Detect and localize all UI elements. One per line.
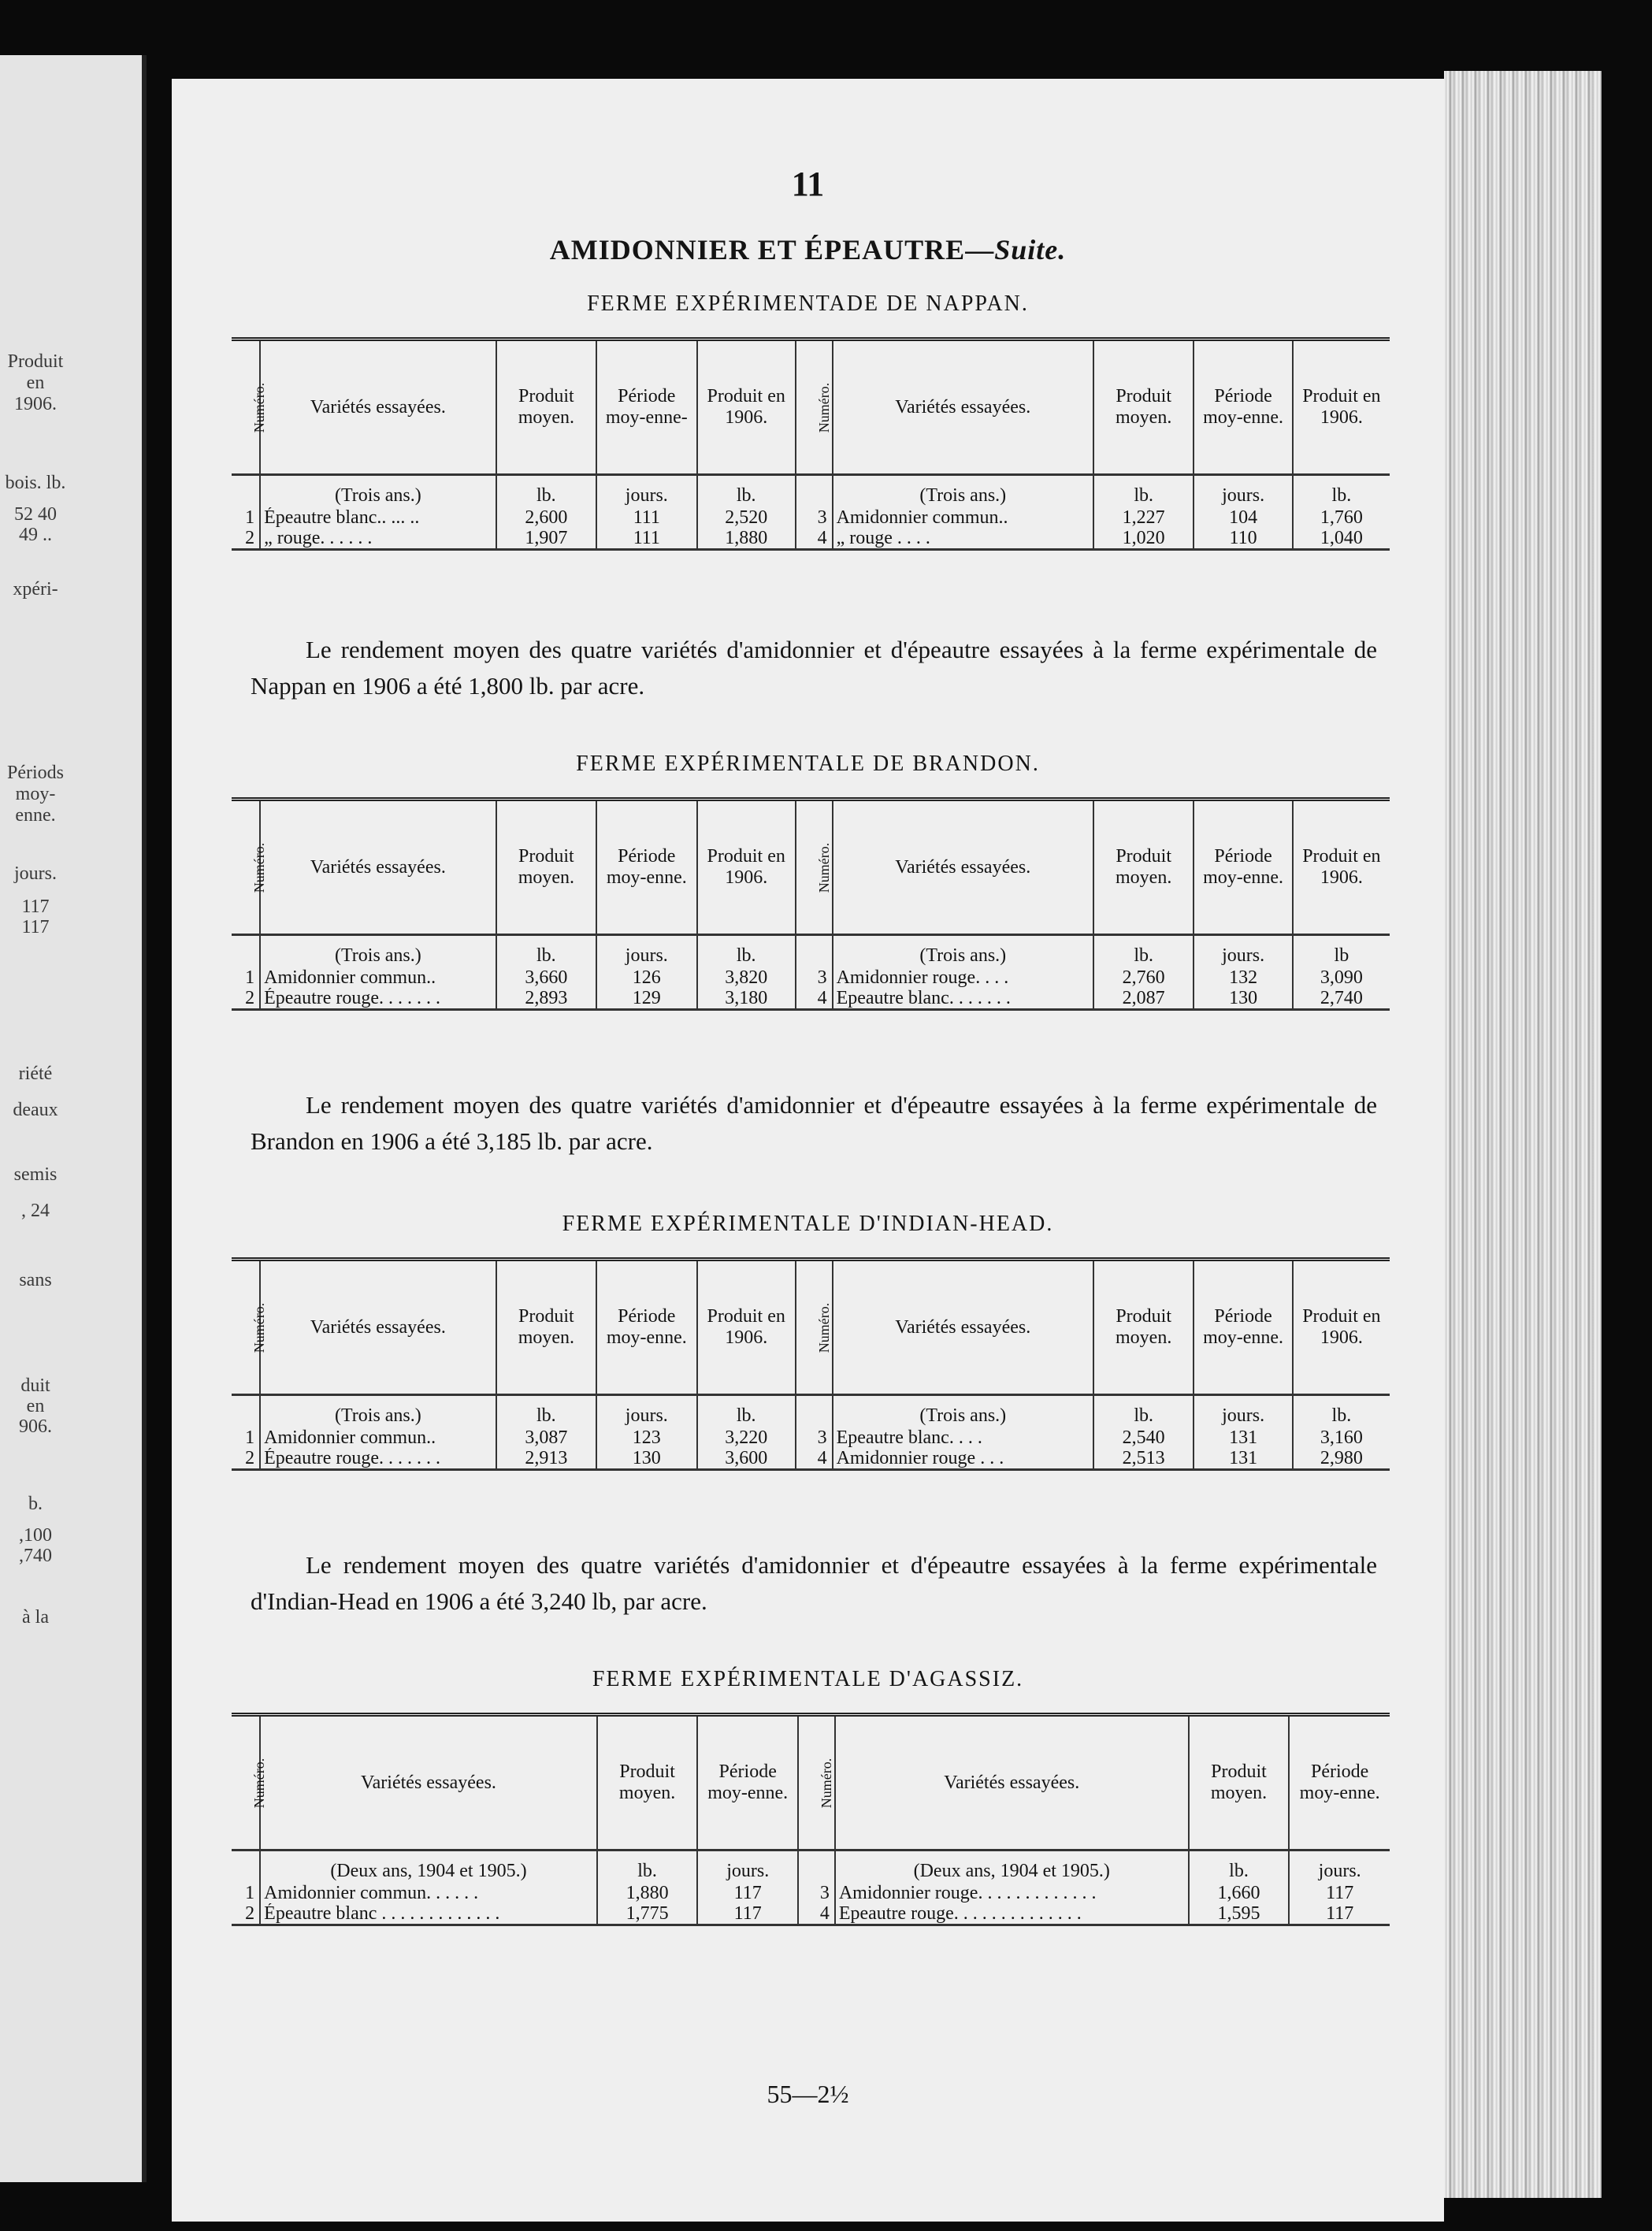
header-periode: Période moy-enne.	[596, 800, 696, 935]
row-periode-right: 117	[1326, 1903, 1354, 1924]
section-title-nappan: FERME EXPÉRIMENTADE DE NAPPAN.	[587, 291, 1029, 316]
paragraph-brandon: Le rendement moyen des quatre variétés d'amidonnier et d'épeautre essayées à la ferme expérimentale de Brandon en 1906 a été 3,185 lb. par acre.	[251, 1091, 1377, 1155]
left-page-text-fragment: duit	[20, 1375, 50, 1396]
row-produit-annee: 3,180	[697, 988, 796, 1010]
header-produit-moyen: Produit moyen.	[496, 340, 596, 475]
unit-years: (Trois ans.)	[260, 935, 496, 968]
header-varietes: Variétés essayées.	[260, 800, 496, 935]
row-variety: Épeautre blanc . . . . . . . . . . . . .	[260, 1903, 597, 1925]
table-unit-row	[232, 1851, 1390, 1884]
row-number-right: 4	[798, 1903, 835, 1925]
row-periode-right: 131	[1194, 1427, 1292, 1448]
table-row	[232, 1427, 1390, 1448]
table-header-row	[232, 1715, 1390, 1851]
row-produit-annee: 1,880	[697, 528, 796, 550]
unit-years-right: (Trois ans.)	[833, 1395, 1093, 1428]
left-page-text-fragment: Produit	[7, 351, 64, 372]
header-produit-annee-right: Produit en 1906.	[1293, 340, 1390, 475]
row-produit-moyen-right: 2,760	[1093, 967, 1194, 988]
row-periode: 117	[697, 1883, 798, 1903]
row-periode-right: 110	[1194, 528, 1292, 550]
row-periode-right: 131	[1194, 1448, 1292, 1470]
row-periode-right: 104	[1194, 507, 1292, 528]
row-produit-annee-right: 1,040	[1320, 528, 1363, 548]
left-page-text-fragment: , 24	[21, 1201, 50, 1221]
row-periode: 117	[697, 1903, 798, 1925]
header-produit-moyen-right: Produit moyen.	[1093, 1260, 1194, 1395]
row-produit-moyen-right: 2,513	[1093, 1448, 1194, 1470]
main-title-suffix: Suite.	[994, 234, 1067, 265]
header-produit-annee-right: Produit en 1906.	[1293, 800, 1390, 935]
row-number-right: 3	[796, 1427, 833, 1448]
row-produit-moyen-right: 1,595	[1189, 1903, 1290, 1925]
table-header-row	[232, 340, 1390, 475]
row-variety-right: Amidonnier commun..	[833, 507, 1093, 528]
section-title-indian-head: FERME EXPÉRIMENTALE D'INDIAN-HEAD.	[562, 1212, 1054, 1236]
header-produit-moyen: Produit moyen.	[496, 1260, 596, 1395]
row-produit-annee: 3,600	[697, 1448, 796, 1470]
row-periode-right: 130	[1194, 988, 1292, 1010]
row-variety: Épeautre blanc.. ... ..	[260, 507, 496, 528]
left-page-text-fragment: Périods	[7, 763, 64, 783]
row-produit-annee: 3,220	[697, 1427, 796, 1448]
left-page-text-fragment: enne.	[15, 805, 56, 826]
unit-lb: lb.	[496, 475, 596, 508]
header-periode-right: Période moy-enne.	[1194, 800, 1292, 935]
row-produit-moyen: 3,660	[496, 967, 596, 988]
unit-years-right: (Deux ans, 1904 et 1905.)	[835, 1851, 1189, 1884]
table-row	[232, 1883, 1390, 1903]
table-nappan	[232, 337, 1390, 551]
unit-jours: jours.	[596, 1395, 696, 1428]
paragraph-indian-head: Le rendement moyen des quatre variétés d'amidonnier et d'épeautre essayées à la ferme expérimentale d'Indian-Head en 1906 a été 3,240 lb, par acre.	[251, 1551, 1377, 1615]
header-numero-right: Numéro.	[796, 1260, 833, 1395]
row-produit-annee: 2,520	[697, 507, 796, 528]
row-produit-moyen-right: 1,227	[1093, 507, 1194, 528]
row-variety: Amidonnier commun..	[260, 967, 496, 988]
unit-lb: lb.	[597, 1851, 698, 1884]
header-numero: Numéro.	[232, 1260, 260, 1395]
row-produit-annee-right: 2,980	[1320, 1448, 1363, 1468]
header-produit-moyen: Produit moyen.	[496, 800, 596, 935]
row-produit-moyen: 1,880	[597, 1883, 698, 1903]
left-page-text-fragment: ,100	[19, 1525, 52, 1546]
row-variety-right: Amidonnier rouge . . .	[833, 1448, 1093, 1470]
unit-years: (Trois ans.)	[260, 1395, 496, 1428]
table-unit-row	[232, 1395, 1390, 1428]
row-variety-right: Epeautre blanc. . . . . . .	[833, 988, 1093, 1010]
row-produit-annee: 3,820	[697, 967, 796, 988]
table-row	[232, 1448, 1390, 1470]
unit-lb-right: lb.	[1331, 1405, 1352, 1426]
header-produit-annee: Produit en 1906.	[697, 1260, 796, 1395]
left-page-text-fragment: jours.	[14, 863, 57, 884]
table-indian-head	[232, 1257, 1390, 1471]
left-page-text-fragment: 117	[21, 917, 50, 937]
section-title-agassiz: FERME EXPÉRIMENTALE D'AGASSIZ.	[592, 1667, 1024, 1691]
table-row	[232, 528, 1390, 550]
row-produit-annee-right: 3,160	[1320, 1427, 1363, 1448]
row-number: 1	[232, 507, 260, 528]
header-periode-right: Période moy-enne.	[1289, 1715, 1390, 1851]
header-varietes-right: Variétés essayées.	[835, 1715, 1189, 1851]
row-variety: „ rouge. . . . . .	[260, 528, 496, 550]
row-variety-right: Epeautre blanc. . . .	[833, 1427, 1093, 1448]
row-produit-moyen: 2,893	[496, 988, 596, 1010]
unit-years-right: (Trois ans.)	[833, 935, 1093, 968]
left-page-text-fragment: deaux	[13, 1100, 58, 1120]
row-variety-right: Amidonnier rouge. . . . . . . . . . . . .	[835, 1883, 1189, 1903]
row-produit-moyen-right: 2,540	[1093, 1427, 1194, 1448]
paragraph-nappan: Le rendement moyen des quatre variétés d'amidonnier et d'épeautre essayées à la ferme expérimentale de Nappan en 1906 a été 1,800 lb. par acre.	[251, 636, 1377, 700]
row-number-right: 3	[796, 507, 833, 528]
row-periode: 111	[596, 507, 696, 528]
table-row	[232, 507, 1390, 528]
table-unit-row	[232, 935, 1390, 968]
table-row	[232, 988, 1390, 1010]
header-periode: Période moy-enne-	[596, 340, 696, 475]
table-unit-row	[232, 475, 1390, 508]
page-number: 11	[791, 165, 825, 203]
left-page-text-fragment: en	[26, 373, 45, 393]
table-header-row	[232, 1260, 1390, 1395]
unit-lb: lb.	[496, 935, 596, 968]
row-number: 1	[232, 1427, 260, 1448]
left-page-text-fragment: à la	[22, 1607, 49, 1628]
header-numero-right: Numéro.	[796, 340, 833, 475]
row-periode-right: 132	[1194, 967, 1292, 988]
unit-jours: jours.	[596, 935, 696, 968]
header-periode: Période moy-enne.	[596, 1260, 696, 1395]
left-page-text-fragment: 52 40	[14, 504, 57, 525]
row-number: 2	[232, 1903, 260, 1925]
table-agassiz	[232, 1713, 1390, 1926]
row-produit-annee-right: 2,740	[1320, 988, 1363, 1008]
row-periode: 126	[596, 967, 696, 988]
header-produit-annee: Produit en 1906.	[697, 340, 796, 475]
left-page-text-fragment: riété	[18, 1064, 53, 1084]
left-page-text-fragment: 49 ..	[19, 525, 52, 545]
row-number-right: 3	[798, 1883, 835, 1903]
page-footer-signature: 55—2½	[767, 2080, 849, 2108]
row-variety-right: Amidonnier rouge. . . .	[833, 967, 1093, 988]
unit-lb-right: lb.	[1331, 485, 1352, 506]
row-variety: Amidonnier commun. . . . . .	[260, 1883, 597, 1903]
row-number: 1	[232, 967, 260, 988]
left-page-text-fragment: 117	[21, 896, 50, 917]
header-periode: Période moy-enne.	[697, 1715, 798, 1851]
table-row	[232, 967, 1390, 988]
left-page-text-fragment: 906.	[19, 1416, 52, 1437]
header-varietes-right: Variétés essayées.	[833, 800, 1093, 935]
row-produit-moyen: 3,087	[496, 1427, 596, 1448]
header-periode-right: Période moy-enne.	[1194, 1260, 1292, 1395]
unit-lb-right: lb.	[1189, 1851, 1290, 1884]
header-numero: Numéro.	[232, 340, 260, 475]
row-number-right: 4	[796, 1448, 833, 1470]
header-varietes-right: Variétés essayées.	[833, 1260, 1093, 1395]
header-produit-moyen-right: Produit moyen.	[1189, 1715, 1290, 1851]
header-varietes: Variétés essayées.	[260, 1715, 597, 1851]
unit-jours-right: jours.	[1194, 475, 1292, 508]
left-page-text-fragment: 1906.	[14, 394, 57, 414]
header-varietes-right: Variétés essayées.	[833, 340, 1093, 475]
left-page-text-fragment: moy-	[15, 784, 56, 804]
row-variety: Épeautre rouge. . . . . . .	[260, 1448, 496, 1470]
header-numero: Numéro.	[232, 1715, 260, 1851]
header-produit-moyen: Produit moyen.	[597, 1715, 698, 1851]
header-produit-moyen-right: Produit moyen.	[1093, 800, 1194, 935]
header-numero-right: Numéro.	[796, 800, 833, 935]
unit-lb: lb.	[697, 475, 796, 508]
unit-lb-right: lb.	[1093, 475, 1194, 508]
unit-jours-right: jours.	[1318, 1861, 1361, 1881]
row-number: 1	[232, 1883, 260, 1903]
row-produit-moyen-right: 1,020	[1093, 528, 1194, 550]
row-number-right: 4	[796, 528, 833, 550]
row-periode: 123	[596, 1427, 696, 1448]
unit-jours: jours.	[596, 475, 696, 508]
left-page-fragment	[0, 55, 147, 2182]
row-variety: Épeautre rouge. . . . . . .	[260, 988, 496, 1010]
unit-years: (Deux ans, 1904 et 1905.)	[260, 1851, 597, 1884]
header-produit-annee: Produit en 1906.	[697, 800, 796, 935]
table-brandon	[232, 797, 1390, 1011]
left-page-text-fragment: semis	[13, 1164, 58, 1185]
row-produit-moyen: 1,775	[597, 1903, 698, 1925]
unit-lb: lb.	[697, 935, 796, 968]
row-number: 2	[232, 528, 260, 550]
row-produit-annee-right: 3,090	[1320, 967, 1363, 988]
table-row	[232, 1903, 1390, 1925]
row-produit-moyen-right: 2,087	[1093, 988, 1194, 1010]
main-title-text: AMIDONNIER ET ÉPEAUTRE—	[549, 234, 995, 265]
row-number-right: 3	[796, 967, 833, 988]
unit-lb-right: lb	[1334, 945, 1349, 966]
unit-years: (Trois ans.)	[260, 475, 496, 508]
row-number-right: 4	[796, 988, 833, 1010]
header-produit-annee-right: Produit en 1906.	[1293, 1260, 1390, 1395]
section-title-brandon: FERME EXPÉRIMENTALE DE BRANDON.	[576, 752, 1040, 776]
unit-lb-right: lb.	[1093, 1395, 1194, 1428]
header-periode-right: Période moy-enne.	[1194, 340, 1292, 475]
header-varietes: Variétés essayées.	[260, 1260, 496, 1395]
left-page-text-fragment: xpéri-	[13, 579, 58, 600]
unit-lb: lb.	[697, 1395, 796, 1428]
row-variety: Amidonnier commun..	[260, 1427, 496, 1448]
header-numero: Numéro.	[232, 800, 260, 935]
unit-jours-right: jours.	[1194, 1395, 1292, 1428]
header-numero-right: Numéro.	[798, 1715, 835, 1851]
left-page-text-fragment: b.	[28, 1494, 43, 1514]
left-page-text-fragment: bois. lb.	[5, 473, 66, 493]
header-varietes: Variétés essayées.	[260, 340, 496, 475]
row-produit-moyen: 2,913	[496, 1448, 596, 1470]
left-page-text-fragment: en	[26, 1396, 45, 1416]
unit-lb-right: lb.	[1093, 935, 1194, 968]
left-page-text-fragment: sans	[19, 1270, 52, 1290]
table-header-row	[232, 800, 1390, 935]
row-number: 2	[232, 988, 260, 1010]
unit-jours: jours.	[697, 1851, 798, 1884]
row-periode: 111	[596, 528, 696, 550]
row-produit-moyen: 2,600	[496, 507, 596, 528]
header-produit-moyen-right: Produit moyen.	[1093, 340, 1194, 475]
unit-years-right: (Trois ans.)	[833, 475, 1093, 508]
row-number: 2	[232, 1448, 260, 1470]
document-page	[172, 79, 1444, 2222]
left-page-text-fragment: ,740	[19, 1546, 52, 1566]
row-produit-moyen-right: 1,660	[1189, 1883, 1290, 1903]
unit-jours-right: jours.	[1194, 935, 1292, 968]
unit-lb: lb.	[496, 1395, 596, 1428]
row-produit-annee-right: 1,760	[1320, 507, 1363, 528]
row-periode: 129	[596, 988, 696, 1010]
main-title	[172, 233, 1444, 266]
page-fore-edge	[1444, 71, 1602, 2198]
row-produit-moyen: 1,907	[496, 528, 596, 550]
row-variety-right: Epeautre rouge. . . . . . . . . . . . . .	[835, 1903, 1189, 1925]
row-periode: 130	[596, 1448, 696, 1470]
row-variety-right: „ rouge . . . .	[833, 528, 1093, 550]
row-periode-right: 117	[1326, 1883, 1354, 1903]
